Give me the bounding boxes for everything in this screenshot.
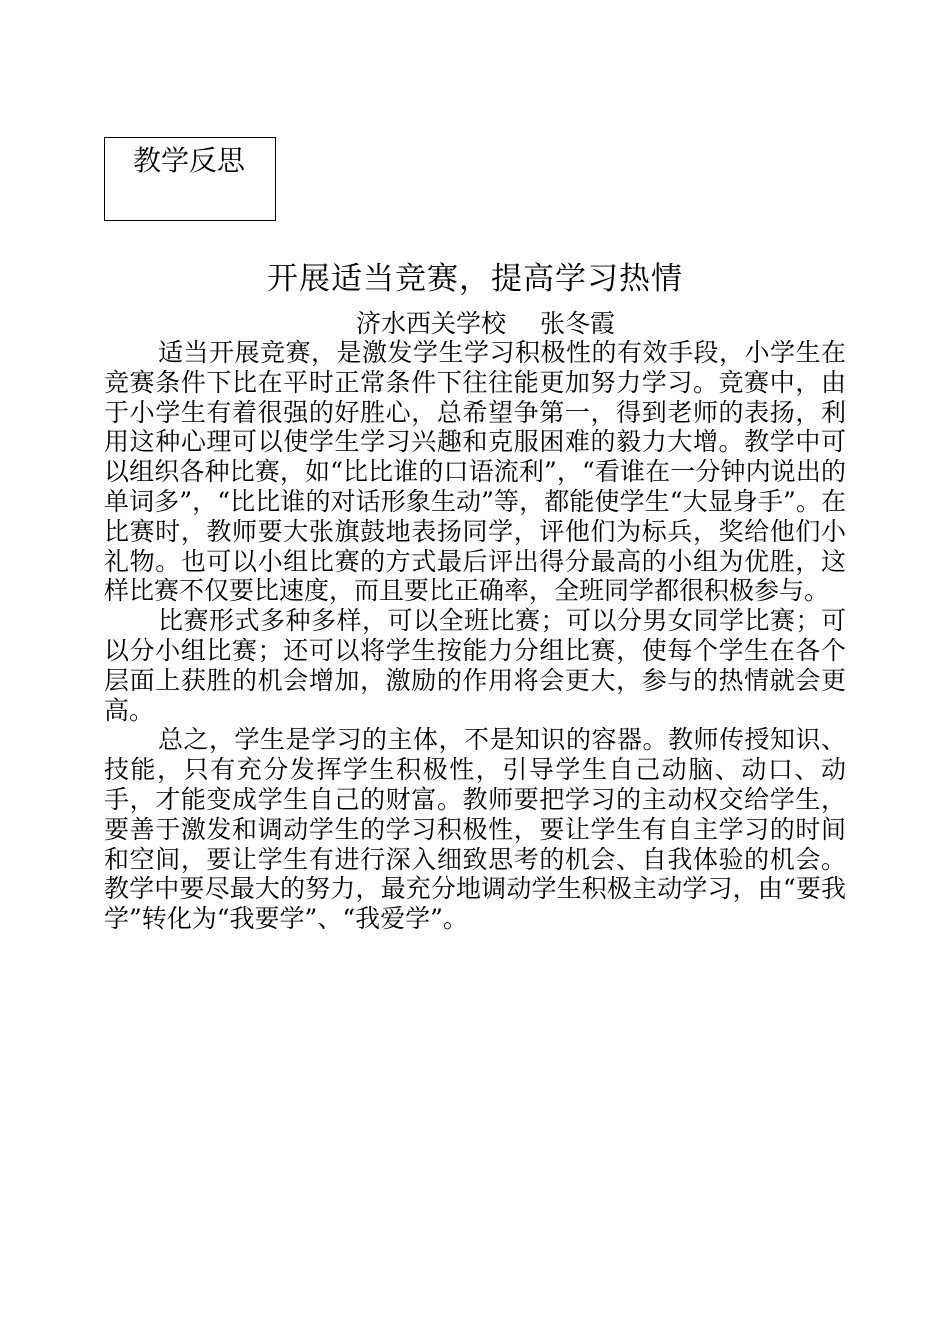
author-school: 济水西关学校 — [356, 309, 507, 338]
paragraph-3: 总之，学生是学习的主体，不是知识的容器。教师传授知识、技能，只有充分发挥学生积极性，引导学生自己动脑、动口、动手，才能变成学生自己的财富。教师要把学习的主动权交给学生，要善于激发和调动学生的学习积极性，要让学生有自主学习的时间和空间，要让学生有进行深入细致思考的机会、自我体验的机会。教学中要尽最大的努力，最充分地调动学生积极主动学习，由“要我学”转化为“我要学”、“我爱学”。 — [104, 725, 846, 934]
paragraph-1: 适当开展竞赛，是激发学生学习积极性的有效手段，小学生在竞赛条件下比在平时正常条件下往往能更加努力学习。竞赛中，由于小学生有着很强的好胜心，总希望争第一，得到老师的表扬，利用这种心理可以使学生学习兴趣和克服困难的毅力大增。教学中可以组织各种比赛，如“比比谁的口语流利”，“看谁在一分钟内说出的单词多”，“比比谁的对话形象生动”等，都能使学生“大显身手”。在比赛时，教师要大张旗鼓地表扬同学，评他们为标兵，奖给他们小礼物。也可以小组比赛的方式最后评出得分最高的小组为优胜，这样比赛不仅要比速度，而且要比正确率，全班同学都很积极参与。 — [104, 338, 846, 606]
section-label-box — [104, 137, 276, 221]
paragraph-2: 比赛形式多种多样，可以全班比赛；可以分男女同学比赛；可以分小组比赛；还可以将学生按能力分组比赛，使每个学生在各个层面上获胜的机会增加，激励的作用将会更大，参与的热情就会更高。 — [104, 606, 846, 725]
section-label: 教学反思 — [133, 144, 246, 177]
document-title: 开展适当竞赛，提高学习热情 — [267, 261, 683, 297]
document-body — [104, 338, 846, 934]
author-name: 张冬霞 — [540, 309, 616, 338]
author-line — [356, 308, 615, 340]
